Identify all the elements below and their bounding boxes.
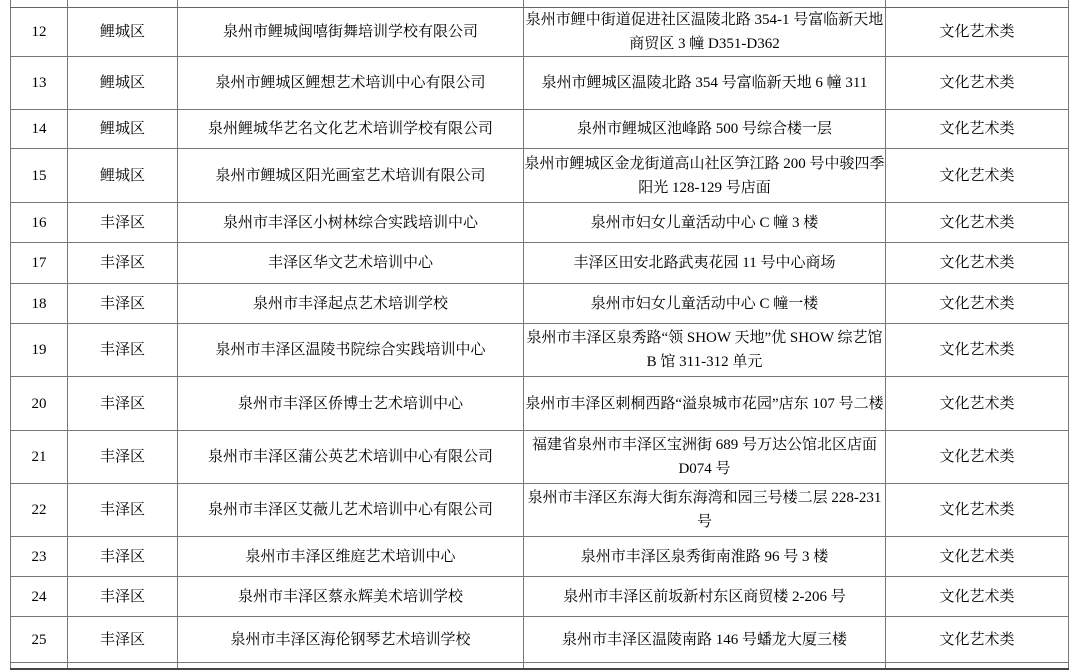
table-row: [11, 149, 1069, 203]
cutoff-cell: [886, 0, 1069, 8]
cell-row-number: 13: [11, 57, 68, 110]
cell-address: 泉州市妇女儿童活动中心 C 幢 3 楼: [524, 203, 886, 243]
cutoff-cell: [68, 663, 178, 670]
cell-category: 文化艺术类: [886, 284, 1069, 324]
cell-row-number: 15: [11, 149, 68, 203]
cell-row-number: 12: [11, 8, 68, 57]
table-row: [11, 57, 1069, 110]
cell-district: 鲤城区: [68, 57, 178, 110]
cell-category: 文化艺术类: [886, 149, 1069, 203]
cell-institution-name: 泉州市鲤城区鲤想艺术培训中心有限公司: [178, 57, 524, 110]
cell-address: 泉州市丰泽区刺桐西路“溢泉城市花园”店东 107 号二楼: [524, 377, 886, 431]
table-row: [11, 324, 1069, 377]
table-row: [11, 203, 1069, 243]
cell-address: 泉州市丰泽区泉秀路“领 SHOW 天地”优 SHOW 综艺馆 B 馆 311-312 单元: [524, 324, 886, 377]
cell-district: 丰泽区: [68, 617, 178, 663]
cell-district: 丰泽区: [68, 243, 178, 284]
cutoff-cell: [11, 0, 68, 8]
cell-institution-name: 泉州市丰泽区维庭艺术培训中心: [178, 537, 524, 577]
cell-institution-name: 泉州市丰泽区温陵书院综合实践培训中心: [178, 324, 524, 377]
table-row: [11, 537, 1069, 577]
table-row: [11, 284, 1069, 324]
cell-row-number: 18: [11, 284, 68, 324]
cell-category: 文化艺术类: [886, 8, 1069, 57]
cell-institution-name: 泉州市鲤城闽嘻街舞培训学校有限公司: [178, 8, 524, 57]
cutoff-row-bottom: [11, 663, 1069, 670]
cell-institution-name: 丰泽区华文艺术培训中心: [178, 243, 524, 284]
cell-address: 福建省泉州市丰泽区宝洲街 689 号万达公馆北区店面 D074 号: [524, 431, 886, 484]
cell-address: 泉州市丰泽区温陵南路 146 号蟠龙大厦三楼: [524, 617, 886, 663]
cutoff-cell: [886, 663, 1069, 670]
cell-row-number: 17: [11, 243, 68, 284]
cell-district: 丰泽区: [68, 284, 178, 324]
cell-row-number: 19: [11, 324, 68, 377]
table-row: [11, 243, 1069, 284]
cutoff-cell: [178, 0, 524, 8]
cell-address: 泉州市丰泽区东海大街东海湾和园三号楼二层 228-231 号: [524, 484, 886, 537]
cell-row-number: 14: [11, 110, 68, 149]
cell-address: 泉州市妇女儿童活动中心 C 幢一楼: [524, 284, 886, 324]
cell-district: 鲤城区: [68, 8, 178, 57]
cell-district: 丰泽区: [68, 377, 178, 431]
cell-district: 丰泽区: [68, 431, 178, 484]
cell-category: 文化艺术类: [886, 537, 1069, 577]
table-row: [11, 110, 1069, 149]
cell-address: 泉州市鲤城区池峰路 500 号综合楼一层: [524, 110, 886, 149]
cell-category: 文化艺术类: [886, 484, 1069, 537]
cutoff-cell: [11, 663, 68, 670]
cell-district: 丰泽区: [68, 484, 178, 537]
table-row: [11, 577, 1069, 617]
cell-district: 丰泽区: [68, 537, 178, 577]
cell-category: 文化艺术类: [886, 203, 1069, 243]
cell-district: 丰泽区: [68, 577, 178, 617]
cell-institution-name: 泉州市丰泽区艾薇儿艺术培训中心有限公司: [178, 484, 524, 537]
training-institutions-table: [10, 0, 1069, 670]
cell-institution-name: 泉州鲤城华艺名文化艺术培训学校有限公司: [178, 110, 524, 149]
cell-row-number: 21: [11, 431, 68, 484]
cell-district: 丰泽区: [68, 324, 178, 377]
cell-row-number: 20: [11, 377, 68, 431]
cell-address: 泉州市丰泽区前坂新村东区商贸楼 2-206 号: [524, 577, 886, 617]
cell-district: 鲤城区: [68, 110, 178, 149]
cell-category: 文化艺术类: [886, 431, 1069, 484]
cell-district: 丰泽区: [68, 203, 178, 243]
table-row: [11, 617, 1069, 663]
cutoff-cell: [524, 663, 886, 670]
cell-address: 丰泽区田安北路武夷花园 11 号中心商场: [524, 243, 886, 284]
cutoff-cell: [178, 663, 524, 670]
cell-category: 文化艺术类: [886, 577, 1069, 617]
cell-address: 泉州市丰泽区泉秀街南淮路 96 号 3 楼: [524, 537, 886, 577]
cell-institution-name: 泉州市丰泽起点艺术培训学校: [178, 284, 524, 324]
cell-institution-name: 泉州市丰泽区小树林综合实践培训中心: [178, 203, 524, 243]
cell-row-number: 22: [11, 484, 68, 537]
table-row: [11, 377, 1069, 431]
cell-institution-name: 泉州市丰泽区蒲公英艺术培训中心有限公司: [178, 431, 524, 484]
cutoff-cell: [524, 0, 886, 8]
cell-category: 文化艺术类: [886, 243, 1069, 284]
table-row: [11, 431, 1069, 484]
cell-institution-name: 泉州市丰泽区蔡永辉美术培训学校: [178, 577, 524, 617]
cell-row-number: 23: [11, 537, 68, 577]
cell-category: 文化艺术类: [886, 57, 1069, 110]
cell-category: 文化艺术类: [886, 110, 1069, 149]
cell-row-number: 24: [11, 577, 68, 617]
cell-address: 泉州市鲤城区温陵北路 354 号富临新天地 6 幢 311: [524, 57, 886, 110]
cell-address: 泉州市鲤城区金龙街道高山社区笋江路 200 号中骏四季阳光 128-129 号店面: [524, 149, 886, 203]
table-row: [11, 8, 1069, 57]
cutoff-cell: [68, 0, 178, 8]
cell-institution-name: 泉州市丰泽区海伦钢琴艺术培训学校: [178, 617, 524, 663]
cell-row-number: 16: [11, 203, 68, 243]
cell-district: 鲤城区: [68, 149, 178, 203]
cell-row-number: 25: [11, 617, 68, 663]
table-row: [11, 484, 1069, 537]
cell-category: 文化艺术类: [886, 377, 1069, 431]
cell-institution-name: 泉州市丰泽区侨博士艺术培训中心: [178, 377, 524, 431]
cell-category: 文化艺术类: [886, 617, 1069, 663]
cell-institution-name: 泉州市鲤城区阳光画室艺术培训有限公司: [178, 149, 524, 203]
cell-category: 文化艺术类: [886, 324, 1069, 377]
cutoff-row-top: [11, 0, 1069, 8]
cell-address: 泉州市鲤中街道促进社区温陵北路 354-1 号富临新天地商贸区 3 幢 D351-D362: [524, 8, 886, 57]
